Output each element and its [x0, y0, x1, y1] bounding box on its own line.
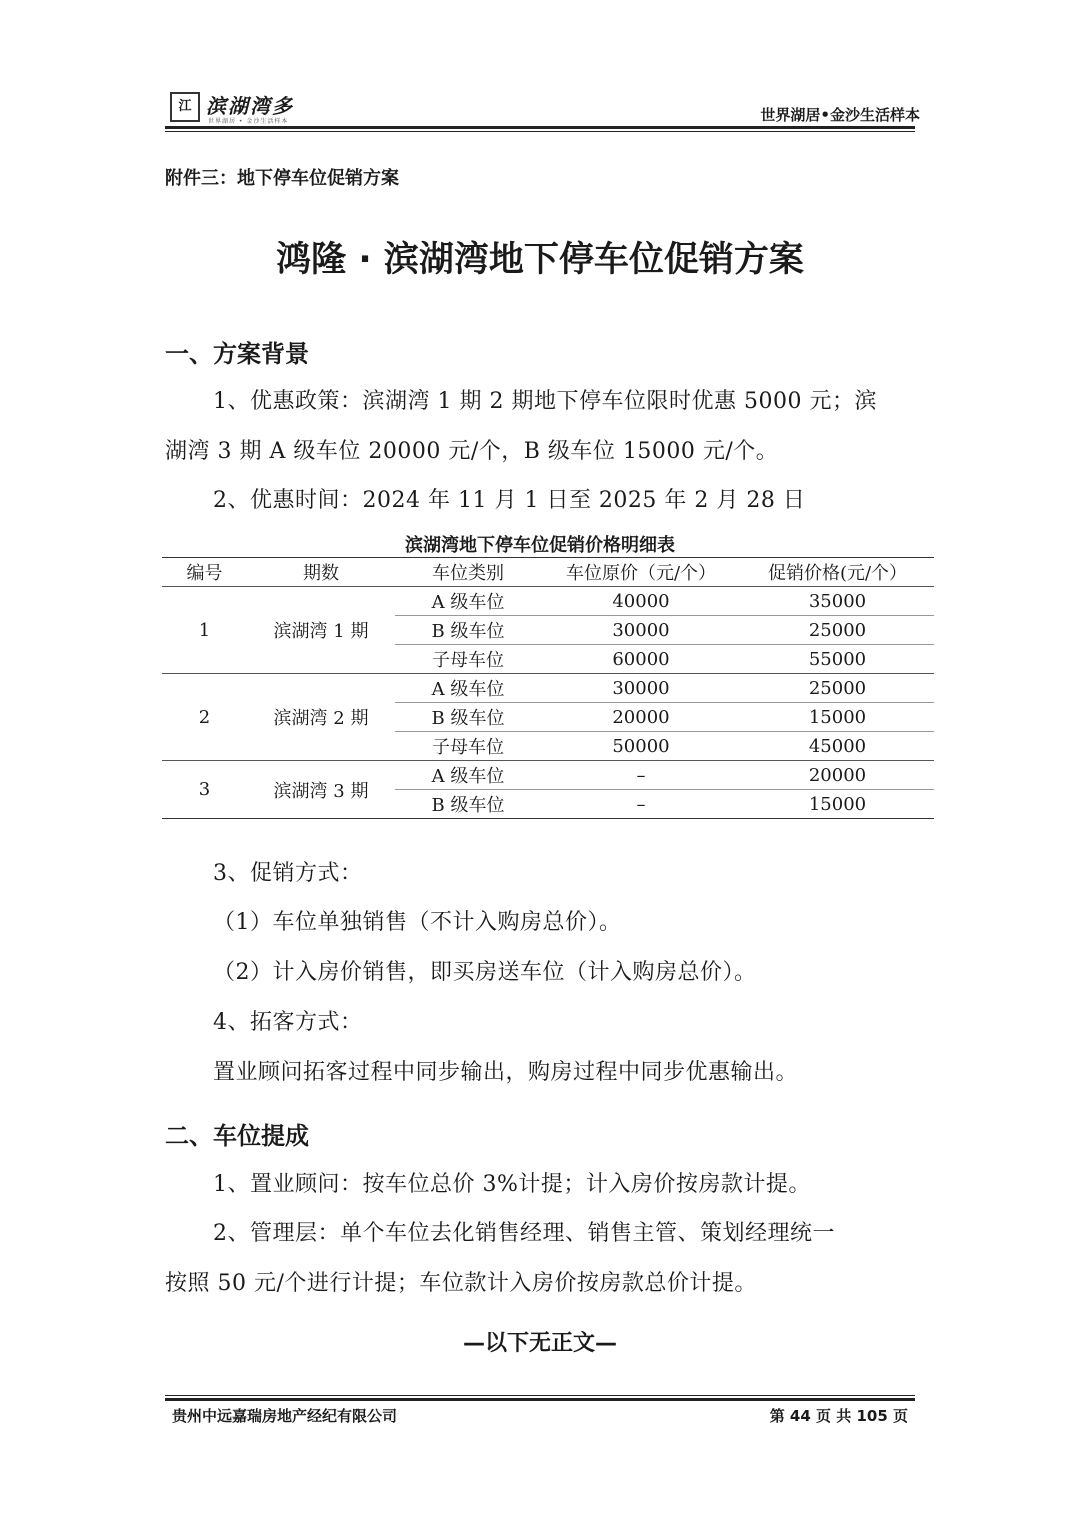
column-header: 促销价格(元/个）: [741, 558, 934, 587]
cell-type: B 级车位: [395, 616, 541, 645]
cell-orig-price: –: [541, 761, 741, 790]
cell-promo-price: 35000: [741, 587, 934, 616]
paragraph-customer-method-detail: 置业顾问拓客过程中同步输出，购房过程中同步优惠输出。: [213, 1060, 799, 1085]
logo-mark: 江: [170, 92, 200, 122]
cell-type: 子母车位: [395, 732, 541, 761]
cell-orig-price: 30000: [541, 616, 741, 645]
cell-type: A 级车位: [395, 674, 541, 703]
cell-promo-price: 45000: [741, 732, 934, 761]
attachment-title: 附件三：地下停车位促销方案: [165, 168, 399, 189]
header-divider-thin: [165, 131, 915, 132]
cell-type: B 级车位: [395, 790, 541, 819]
footer-company: 贵州中远嘉瑞房地产经纪有限公司: [172, 1407, 398, 1425]
cell-type: A 级车位: [395, 587, 541, 616]
paragraph-consultant: 1、置业顾问：按车位总价 3%计提；计入房价按房款计提。: [213, 1172, 811, 1197]
cell-phase: 滨湖湾 1 期: [247, 587, 395, 674]
header-divider: [165, 126, 915, 129]
column-header: 期数: [247, 558, 395, 587]
cell-orig-price: 50000: [541, 732, 741, 761]
paragraph-promo-method-2: （2）计入房价销售，即买房送车位（计入购房总价）。: [213, 960, 757, 985]
cell-no: 2: [162, 674, 247, 761]
cell-type: A 级车位: [395, 761, 541, 790]
cell-orig-price: 60000: [541, 645, 741, 674]
table-caption: 滨湖湾地下停车位促销价格明细表: [405, 535, 675, 556]
table-row: [162, 761, 934, 790]
paragraph-time: 2、优惠时间：2024 年 11 月 1 日至 2025 年 2 月 28 日: [213, 488, 806, 513]
cell-phase: 滨湖湾 3 期: [247, 761, 395, 819]
logo-name: 滨湖湾多: [206, 94, 294, 118]
column-header: 车位原价（元/个）: [541, 558, 741, 587]
cell-promo-price: 15000: [741, 703, 934, 732]
cell-orig-price: 40000: [541, 587, 741, 616]
cell-phase: 滨湖湾 2 期: [247, 674, 395, 761]
table-header-row: [162, 558, 934, 587]
section-heading-commission: 二、车位提成: [165, 1122, 309, 1150]
table-row: [162, 674, 934, 703]
price-table: [162, 557, 934, 819]
cell-type: B 级车位: [395, 703, 541, 732]
cell-promo-price: 15000: [741, 790, 934, 819]
paragraph-policy-line2: 湖湾 3 期 A 级车位 20000 元/个，B 级车位 15000 元/个。: [165, 439, 779, 464]
cell-promo-price: 55000: [741, 645, 934, 674]
header-slogan: 世界湖居•金沙生活样本: [760, 106, 920, 124]
cell-orig-price: –: [541, 790, 741, 819]
paragraph-policy-line1: 1、优惠政策：滨湖湾 1 期 2 期地下停车位限时优惠 5000 元；滨: [213, 389, 877, 414]
paragraph-customer-method: 4、拓客方式：: [213, 1010, 363, 1035]
logo: [170, 90, 310, 128]
cell-no: 1: [162, 587, 247, 674]
cell-type: 子母车位: [395, 645, 541, 674]
cell-promo-price: 25000: [741, 674, 934, 703]
footer-divider: [165, 1398, 915, 1401]
cell-promo-price: 25000: [741, 616, 934, 645]
cell-no: 3: [162, 761, 247, 819]
cell-orig-price: 30000: [541, 674, 741, 703]
page-title: 鸿隆 · 滨湖湾地下停车位促销方案: [276, 240, 804, 280]
paragraph-management-line1: 2、管理层：单个车位去化销售经理、销售主管、策划经理统一: [213, 1221, 835, 1246]
cell-promo-price: 20000: [741, 761, 934, 790]
column-header: 编号: [162, 558, 247, 587]
logo-subtitle: 世界湖居 • 金沙生活样本: [208, 118, 289, 125]
footer-divider-thin: [165, 1395, 915, 1396]
paragraph-promo-method: 3、促销方式：: [213, 861, 363, 886]
end-of-text: —以下无正文—: [462, 1331, 617, 1356]
section-heading-background: 一、方案背景: [165, 340, 309, 368]
cell-orig-price: 20000: [541, 703, 741, 732]
paragraph-promo-method-1: （1）车位单独销售（不计入购房总价）。: [213, 910, 622, 935]
column-header: 车位类别: [395, 558, 541, 587]
table-row: [162, 587, 934, 616]
paragraph-management-line2: 按照 50 元/个进行计提；车位款计入房价按房款总价计提。: [165, 1271, 757, 1296]
footer-page-number: 第 44 页 共 105 页: [769, 1407, 908, 1425]
